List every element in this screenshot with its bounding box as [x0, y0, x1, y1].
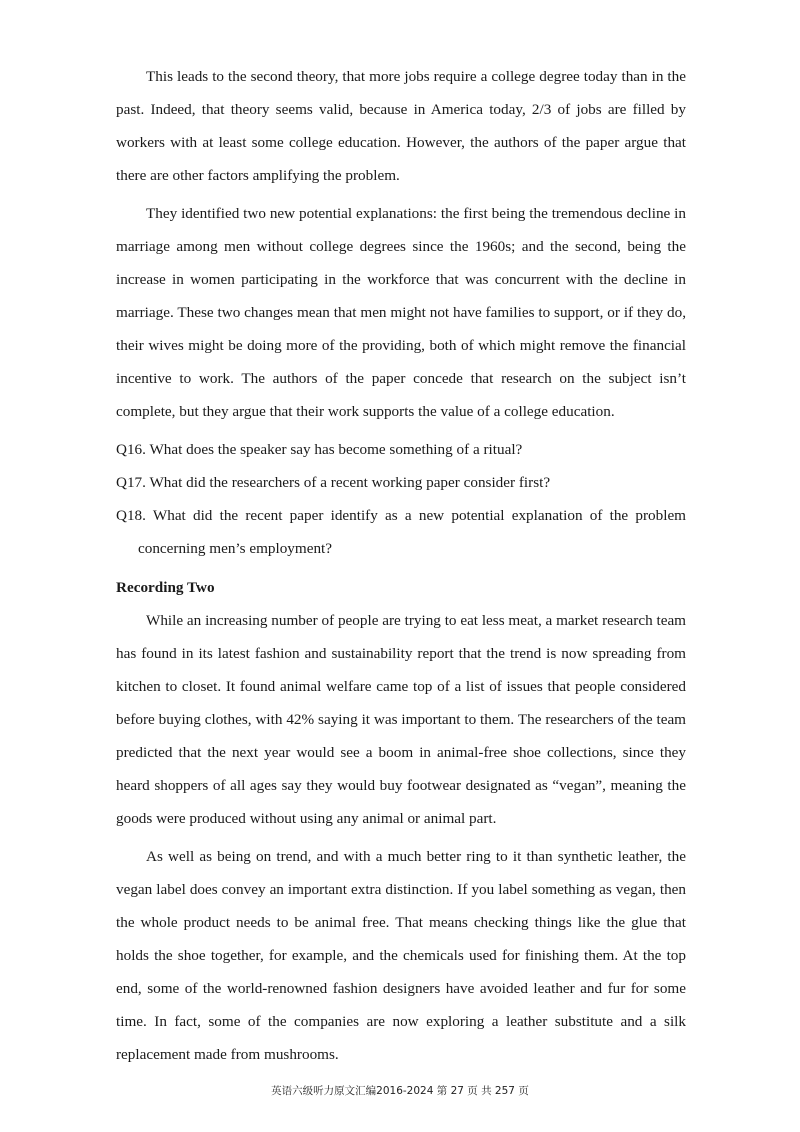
paragraph: While an increasing number of people are trying to eat less meat, a market research team has found in its latest fashion and sustainability report that the trend is now spreading from kitchen to closet. It found animal welfare came top of a list of issues that people considered before buying clothes, with 42% saying it was important to them. The researchers of the team predicted that the next year would see a boom in animal-free shoe collections, since they heard shoppers of all ages say they would buy footwear designated as “vegan”, meaning the goods were produced without using any animal or animal part. — [116, 612, 686, 827]
section-heading: Recording Two — [116, 579, 215, 596]
document-page — [116, 60, 686, 1071]
page-footer: 英语六级听力原文汇编2016-2024 第 27 页 共 257 页 — [271, 1085, 529, 1097]
question-item: Q16. What does the speaker say has become something of a ritual? — [116, 441, 523, 458]
paragraph: They identified two new potential explanations: the first being the tremendous decline in marriage among men without college degrees since the 1960s; and the second, being the increase in women participating in the workforce that was concurrent with the decline in marriage. These two changes mean that men might not have families to support, or if they do, their wives might be doing more of the providing, both of which might remove the financial incentive to work. The authors of the paper concede that research on the subject isn’t complete, but they argue that their work supports the value of a college education. — [116, 205, 686, 420]
question-item: Q18. What did the recent paper identify as a new potential explanation of the problem concerning men’s employment? — [116, 507, 686, 557]
paragraph: This leads to the second theory, that more jobs require a college degree today than in the past. Indeed, that theory seems valid, because in America today, 2/3 of jobs are filled by workers with at least some college education. However, the authors of the paper argue that there are other factors amplifying the problem. — [116, 68, 686, 184]
paragraph: As well as being on trend, and with a much better ring to it than synthetic leather, the vegan label does convey an important extra distinction. If you label something as vegan, then the whole product needs to be animal free. That means checking things like the glue that holds the shoe together, for example, and the chemicals used for finishing them. At the top end, some of the world-renowned fashion designers have avoided leather and fur for some time. In fact, some of the companies are now exploring a leather substitute and a silk replacement made from mushrooms. — [116, 848, 686, 1063]
question-item: Q17. What did the researchers of a recent working paper consider first? — [116, 474, 551, 491]
